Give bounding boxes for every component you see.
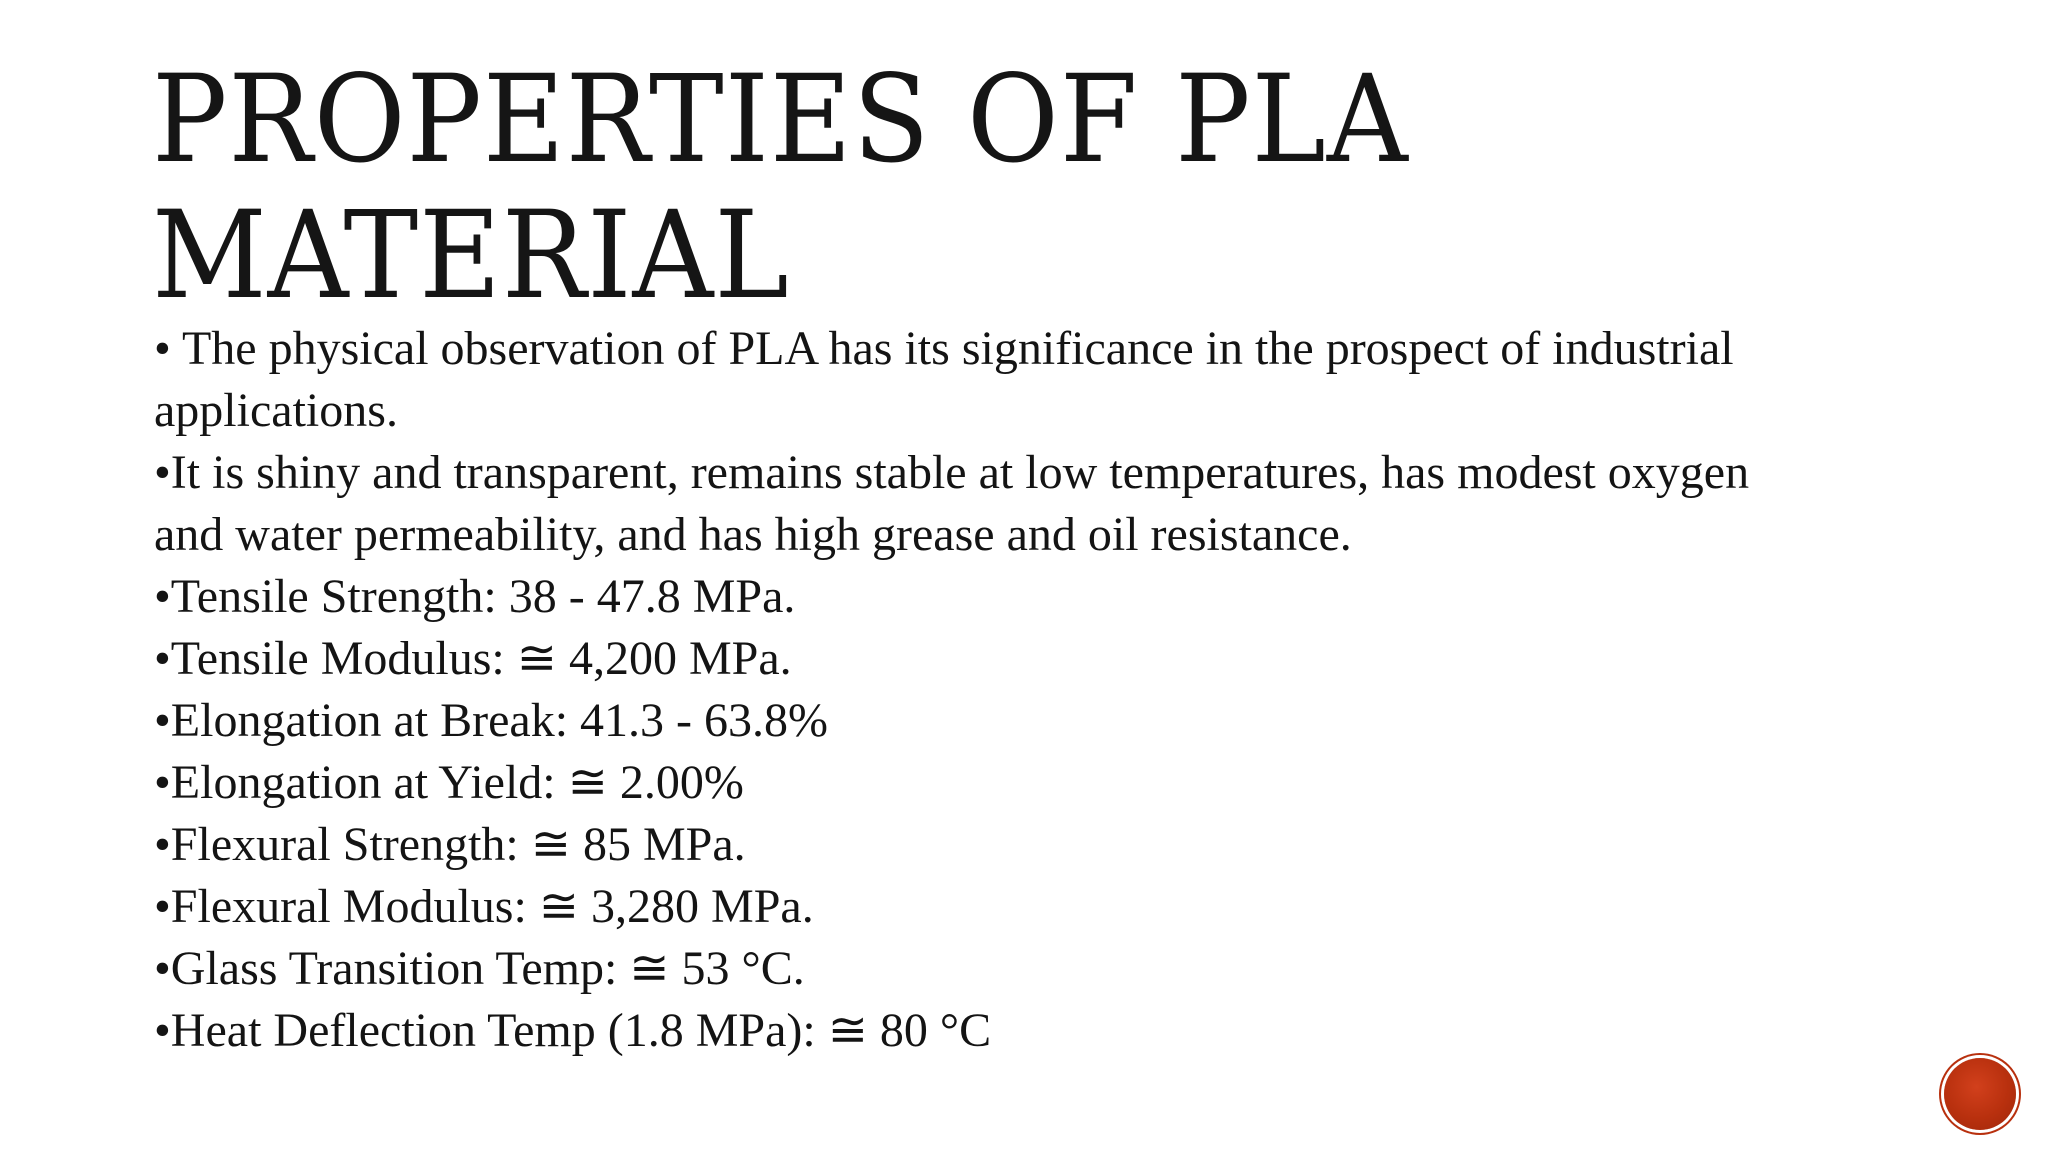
slide-title: [152, 49, 1652, 327]
bullet-elongation-break: •Elongation at Break: 41.3 - 63.8%: [154, 694, 828, 747]
circle-button-icon[interactable]: [1944, 1058, 2016, 1130]
bullet-significance: • The physical observation of PLA has its significance in the prospect of industrial applications.: [154, 322, 1734, 437]
title-line-1: PROPERTIES OF PLA: [152, 49, 1409, 191]
bullet-elongation-yield: •Elongation at Yield: ≅ 2.00%: [154, 756, 744, 809]
bullet-heat-deflection: •Heat Deflection Temp (1.8 MPa): ≅ 80 °C: [154, 1004, 992, 1057]
bullet-tensile-strength: •Tensile Strength: 38 - 47.8 MPa.: [154, 570, 796, 623]
bullet-appearance: •It is shiny and transparent, remains stable at low temperatures, has modest oxygen and water permeability, and has high grease and oil resistance.: [154, 446, 1750, 561]
bullet-flexural-modulus: •Flexural Modulus: ≅ 3,280 MPa.: [154, 880, 814, 933]
bullet-tensile-modulus: •Tensile Modulus: ≅ 4,200 MPa.: [154, 632, 792, 685]
bullet-glass-transition: •Glass Transition Temp: ≅ 53 °C.: [154, 942, 805, 995]
bullet-flexural-strength: •Flexural Strength: ≅ 85 MPa.: [154, 818, 746, 871]
slide-body: [154, 318, 1794, 1062]
title-line-2: MATERIAL: [152, 185, 790, 327]
